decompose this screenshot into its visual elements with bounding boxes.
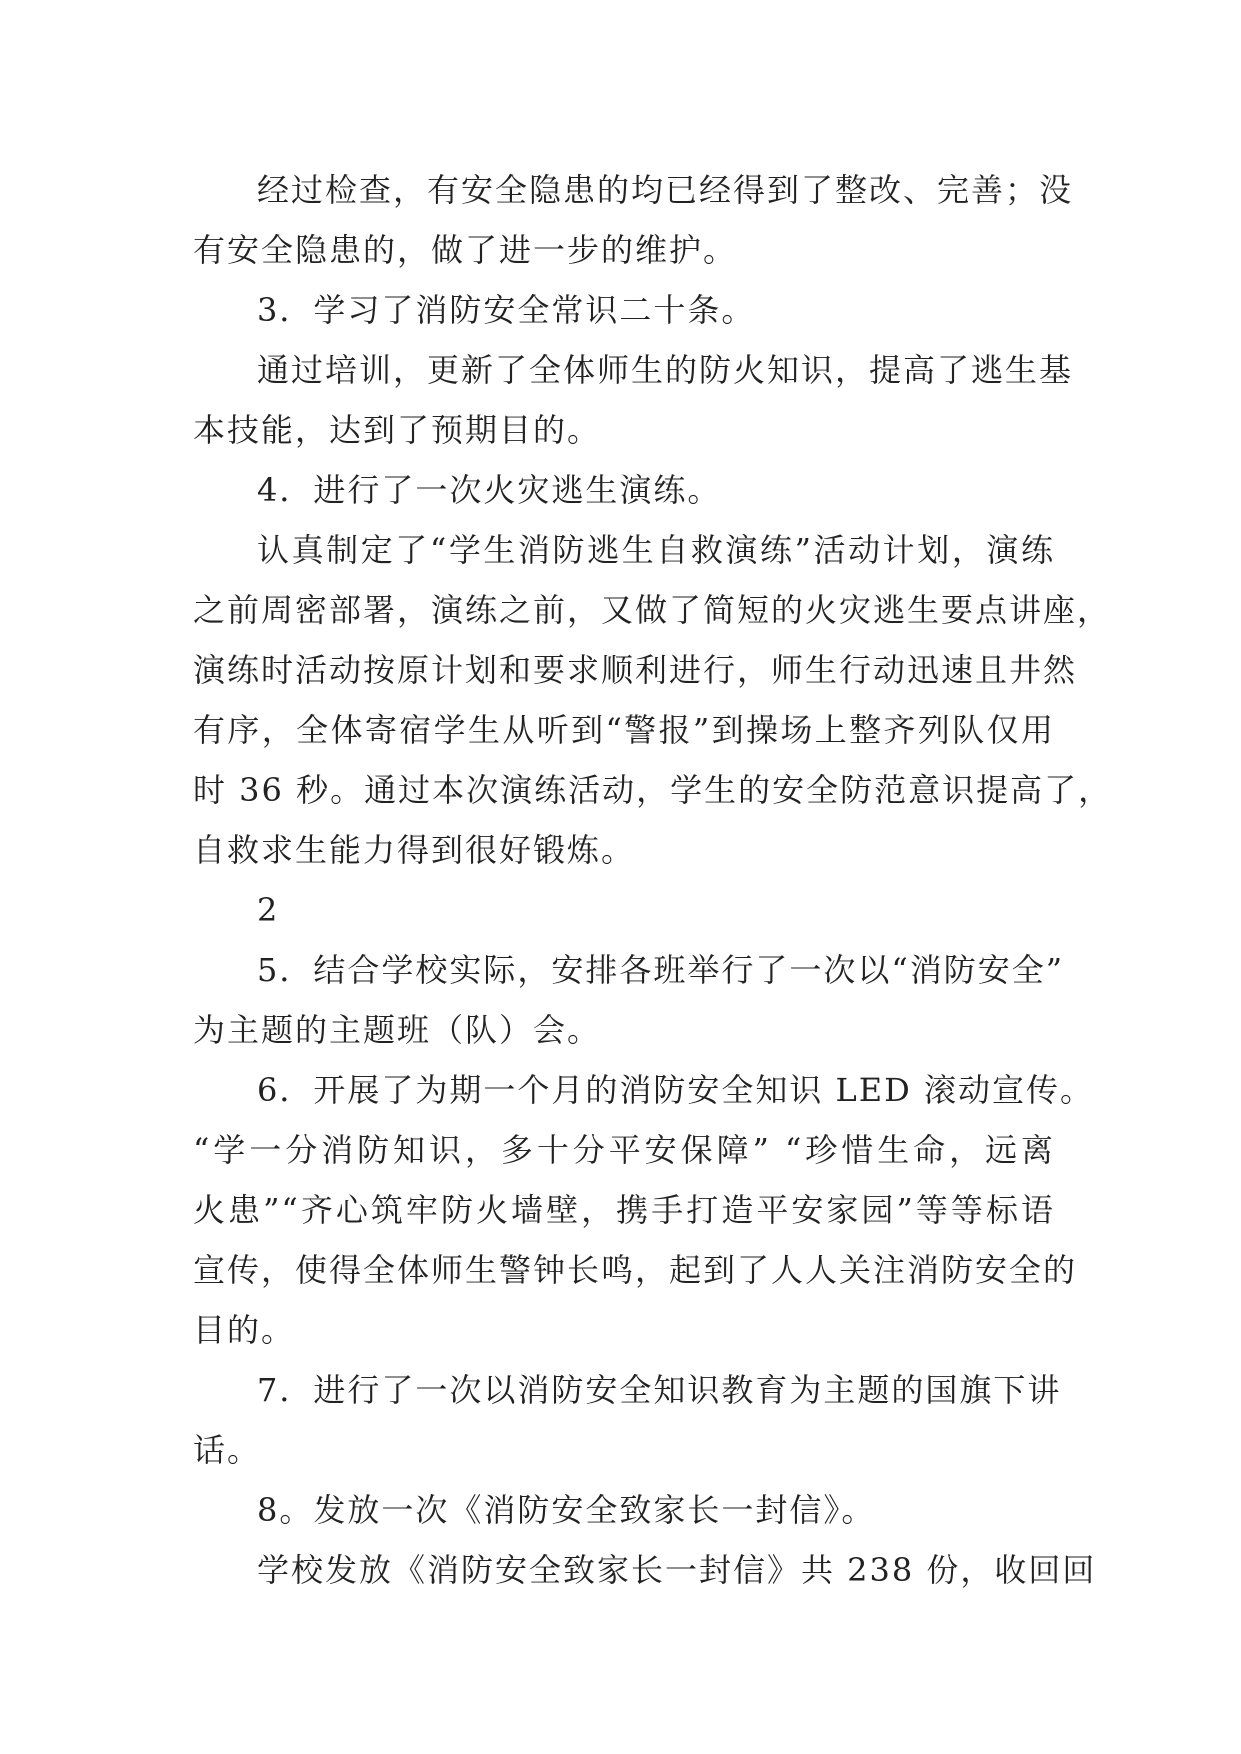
document-body	[193, 160, 1113, 1600]
list-item-heading: 4．进行了一次火灾逃生演练。	[257, 471, 722, 509]
page-number: 2	[257, 891, 280, 929]
paragraph-line: 话。	[193, 1431, 262, 1469]
list-item-heading: 8。发放一次《消防安全致家长一封信》。	[257, 1491, 876, 1529]
paragraph-line: 火患”“齐心筑牢防火墙壁，携手打造平安家园”等等标语	[193, 1191, 1055, 1229]
paragraph-line: 时 36 秒。通过本次演练活动，学生的安全防范意识提高了，	[193, 771, 1113, 809]
list-item-heading: 5．结合学校实际，安排各班举行了一次以“消防安全”	[257, 951, 1065, 989]
paragraph-line: 经过检查，有安全隐患的均已经得到了整改、完善；没	[257, 171, 1074, 209]
list-item-heading: 7．进行了一次以消防安全知识教育为主题的国旗下讲	[257, 1371, 1062, 1409]
list-item-heading: 6．开展了为期一个月的消防安全知识 LED 滚动宣传。	[257, 1071, 1094, 1109]
paragraph-line: 本技能，达到了预期目的。	[193, 411, 602, 449]
paragraph-line: “学一分消防知识，多十分平安保障” “珍惜生命，远离	[193, 1131, 1055, 1169]
paragraph-line: 目的。	[193, 1311, 296, 1349]
paragraph-line: 有安全隐患的，做了进一步的维护。	[193, 231, 738, 269]
list-item-heading: 3．学习了消防安全常识二十条。	[257, 291, 756, 329]
paragraph-line: 自救求生能力得到很好锻炼。	[193, 831, 636, 869]
paragraph-line: 认真制定了“学生消防逃生自救演练”活动计划，演练	[257, 531, 1055, 569]
paragraph-line: 宣传，使得全体师生警钟长鸣，起到了人人关注消防安全的	[193, 1251, 1078, 1289]
paragraph-line: 通过培训，更新了全体师生的防火知识，提高了逃生基	[257, 351, 1074, 389]
paragraph-line: 为主题的主题班（队）会。	[193, 1011, 602, 1049]
paragraph-line: 演练时活动按原计划和要求顺利进行，师生行动迅速且井然	[193, 651, 1078, 689]
paragraph-line: 之前周密部署，演练之前，又做了简短的火灾逃生要点讲座，	[193, 591, 1112, 629]
paragraph-line: 有序，全体寄宿学生从听到“警报”到操场上整齐列队仅用	[193, 711, 1055, 749]
paragraph-line: 学校发放《消防安全致家长一封信》共 238 份，收回回	[257, 1551, 1097, 1589]
